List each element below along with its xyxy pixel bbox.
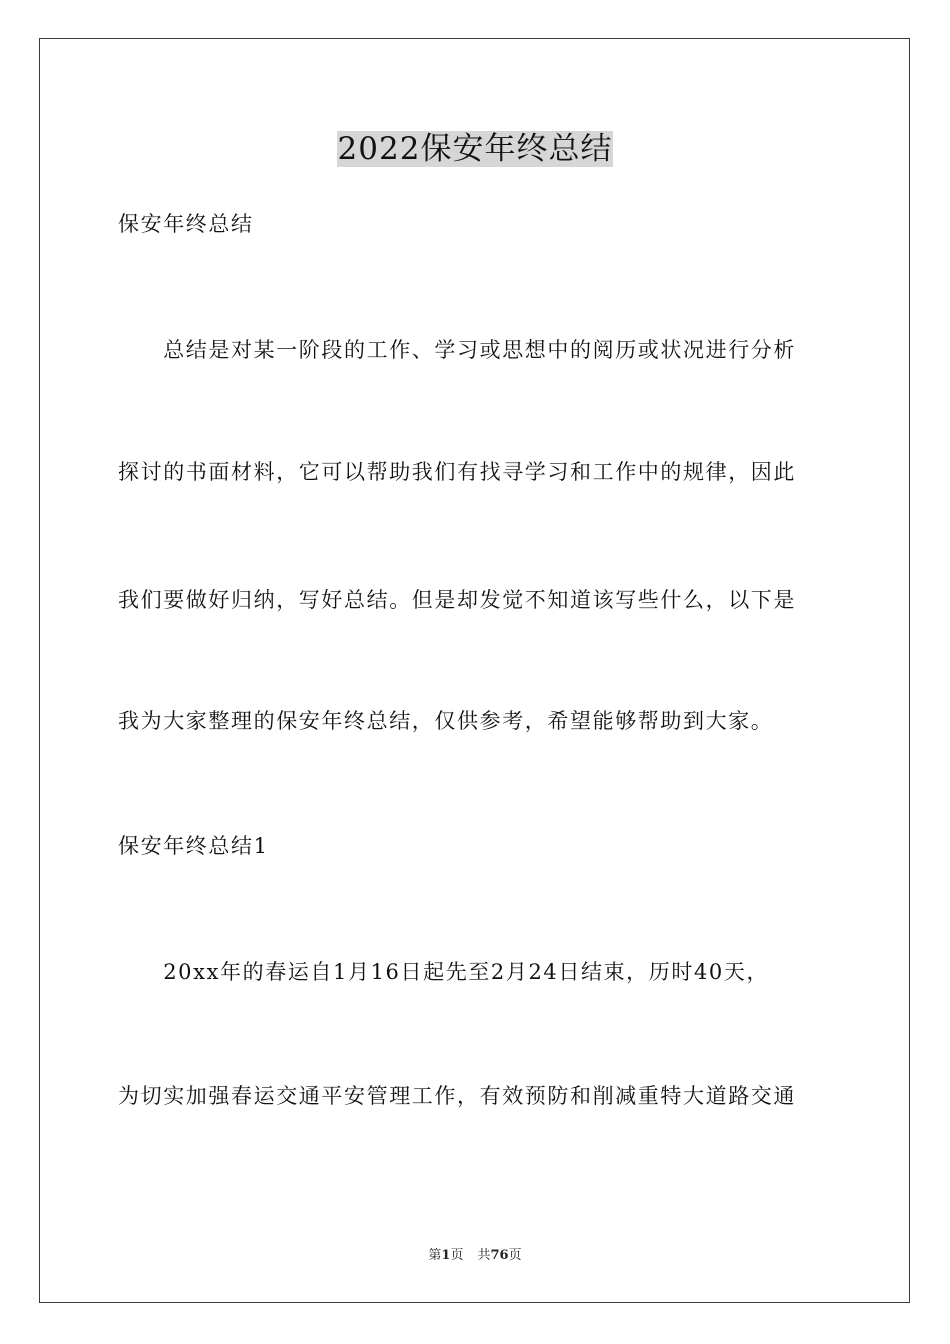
section-heading: 保安年终总结1 xyxy=(118,834,269,858)
paragraph-line: 我为大家整理的保安年终总结，仅供参考，希望能够帮助到大家。 xyxy=(118,709,774,733)
footer-total-suffix: 页 xyxy=(508,1248,522,1263)
footer-total-pages: 76 xyxy=(490,1248,509,1263)
footer-page-suffix: 页 xyxy=(450,1248,464,1263)
footer-page-number: 1 xyxy=(441,1248,451,1263)
paragraph-line: 总结是对某一阶段的工作、学习或思想中的阅历或状况进行分析 xyxy=(118,338,796,362)
paragraph-line: 探讨的书面材料，它可以帮助我们有找寻学习和工作中的规律，因此 xyxy=(118,460,796,484)
section-heading: 保安年终总结 xyxy=(118,212,254,236)
document-title xyxy=(0,127,950,171)
footer-page-prefix: 第 xyxy=(428,1248,442,1263)
paragraph-line: 我们要做好归纳，写好总结。但是却发觉不知道该写些什么，以下是 xyxy=(118,588,796,612)
paragraph-line: 20xx年的春运自1月16日起先至2月24日结束，历时40天， xyxy=(118,960,770,984)
page-footer xyxy=(0,1247,950,1265)
document-title-text: 2022保安年终总结 xyxy=(337,131,613,167)
footer-total-prefix: 共 xyxy=(477,1248,491,1263)
paragraph-line: 为切实加强春运交通平安管理工作，有效预防和削减重特大道路交通 xyxy=(118,1084,796,1108)
